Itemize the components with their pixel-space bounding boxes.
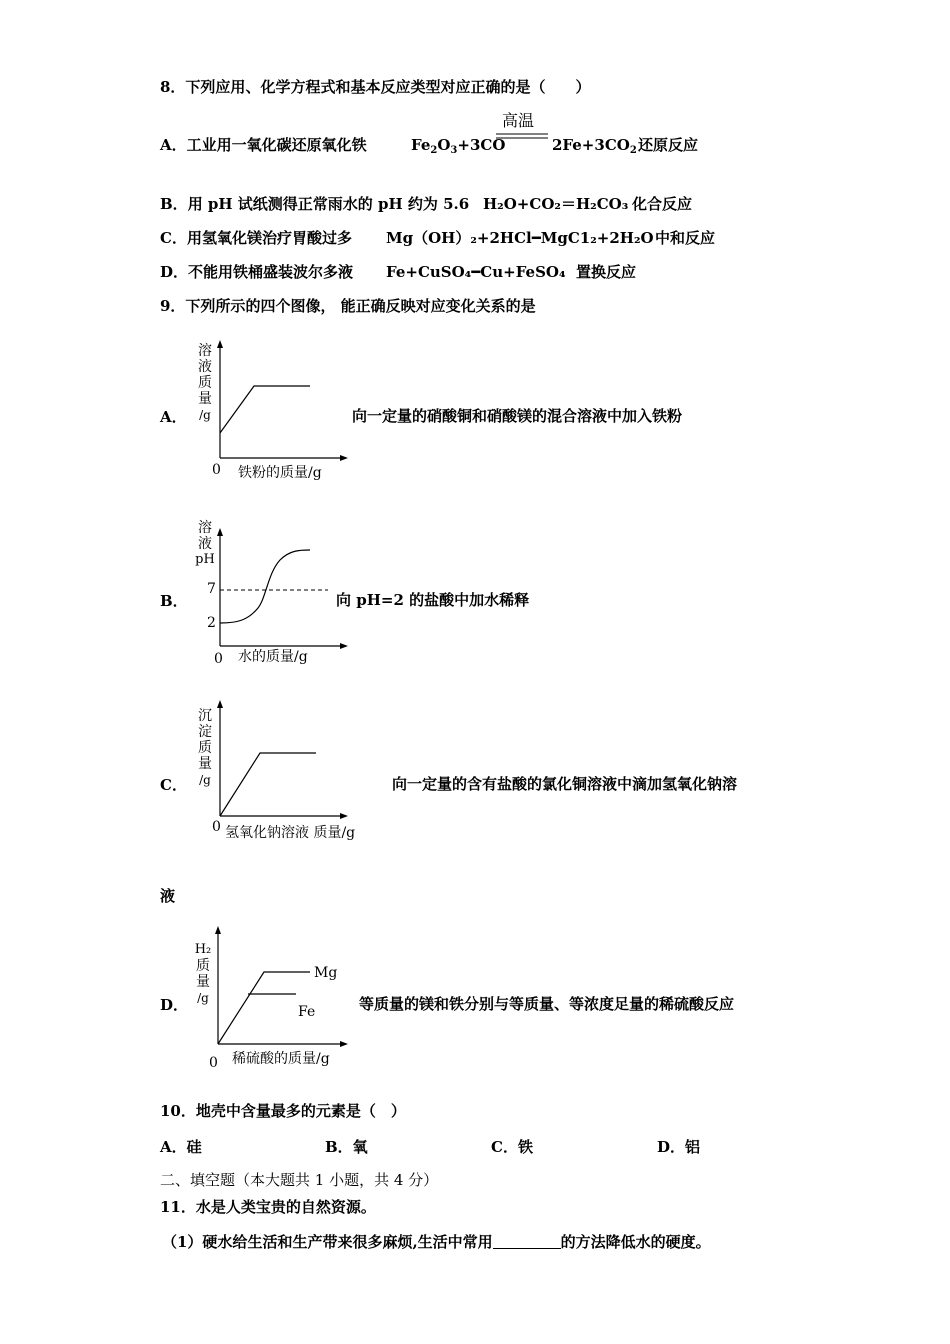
q9-c-ylabel: 沉 淀 质 量 /g (198, 708, 212, 787)
q8-a-equals-sign (496, 132, 548, 140)
q9-b-tick7: 7 (207, 581, 216, 597)
q9-d-xlabel: 稀硫酸的质量/g (232, 1051, 330, 1067)
q9-a-origin: 0 (212, 462, 221, 478)
q9-stem: 9．下列所示的四个图像， 能正确反映对应变化关系的是 (160, 297, 536, 315)
q9-b-desc: 向 pH=2 的盐酸中加水稀释 (336, 591, 530, 609)
q8-c-equation: Mg（OH）₂+2HCl━MgC1₂+2H₂O (386, 229, 654, 247)
q9-b-label: B． (160, 592, 188, 610)
q9-d-mg-curve (218, 972, 310, 1044)
q9-c-origin: 0 (212, 819, 221, 835)
q9-d-y-arrow (215, 926, 221, 934)
q8-stem: 8．下列应用、化学方程式和基本反应类型对应正确的是（ ） (160, 78, 591, 96)
q8-b-equation: H₂O+CO₂＝H₂CO₃ (483, 195, 629, 213)
q8-a-equation-right: $2Fe+3CO_2$ (552, 136, 637, 156)
q9-a-ylabel: 溶 液 质 量 /g (198, 343, 212, 422)
q9-d-graph (208, 926, 350, 1050)
q8-option-a: A．工业用一氧化碳还原氧化铁 (160, 136, 367, 154)
q9-b-tick2: 2 (207, 615, 216, 631)
q11-stem: 11．水是人类宝贵的自然资源。 (160, 1198, 376, 1216)
q9-d-desc: 等质量的镁和铁分别与等质量、等浓度足量的稀硫酸反应 (359, 995, 735, 1013)
q8-d-type: 置换反应 (576, 263, 637, 281)
q9-b-curve (220, 550, 310, 623)
q9-a-xlabel: 铁粉的质量/g (238, 465, 322, 481)
q9-d-label: D． (160, 996, 189, 1014)
q9-b-graph (210, 528, 350, 652)
q8-a-type: 还原反应 (638, 136, 699, 154)
q9-a-graph (210, 340, 350, 465)
section2-heading: 二、填空题（本大题共 1 小题，共 4 分） (160, 1171, 439, 1189)
q9-a-curve (220, 386, 310, 433)
q9-c-x-arrow (340, 813, 348, 819)
q8-d-equation: Fe+CuSO₄━Cu+FeSO₄ (386, 263, 566, 281)
q8-c-type: 中和反应 (655, 229, 716, 247)
q8-a-condition: 高温 (502, 111, 535, 130)
q8-option-c: C．用氢氧化镁治疗胃酸过多 (160, 229, 352, 247)
q9-d-origin: 0 (209, 1055, 218, 1071)
q11-part1: （1）硬水给生活和生产带来很多麻烦,生活中常用 的方法降低水的硬度。 (162, 1233, 711, 1251)
q10-option-d: D．铝 (657, 1138, 701, 1156)
q9-d-x-arrow (340, 1041, 348, 1047)
q9-c-label: C． (160, 776, 187, 794)
q9-c-y-arrow (217, 700, 223, 708)
q10-stem: 10．地壳中含量最多的元素是（ ） (160, 1102, 406, 1120)
q10-option-c: C．铁 (491, 1138, 533, 1156)
q8-option-b: B．用 pH 试纸测得正常雨水的 pH 约为 5.6 (160, 195, 470, 213)
q9-c-desc-cont: 液 (160, 887, 176, 905)
q8-option-d: D．不能用铁桶盛装波尔多液 (160, 263, 354, 281)
q8-a-equation-left: $Fe_2O_3+3CO$ (411, 136, 506, 156)
q9-d-series-mg: Mg (314, 965, 338, 981)
q9-a-label: A． (160, 408, 187, 426)
q9-a-y-arrow (217, 340, 223, 348)
q9-a-x-arrow (340, 455, 348, 461)
q9-b-xlabel: 水的质量/g (238, 649, 308, 665)
q9-b-origin: 0 (214, 651, 223, 667)
q9-b-x-arrow (340, 643, 348, 649)
q9-c-xlabel: 氢氧化钠溶液 质量/g (225, 825, 356, 841)
q10-option-a: A．硅 (160, 1138, 202, 1156)
q9-c-curve (220, 753, 316, 816)
q10-option-b: B．氧 (325, 1138, 368, 1156)
q9-d-series-fe: Fe (298, 1004, 316, 1020)
q9-a-desc: 向一定量的硝酸铜和硝酸镁的混合溶液中加入铁粉 (352, 407, 683, 425)
q9-d-ylabel: H₂ 质 量 /g (194, 942, 212, 1005)
q9-b-ylabel: 溶 液 pH (195, 520, 215, 567)
q11-blank[interactable] (493, 1234, 561, 1249)
q9-c-graph (210, 700, 350, 822)
q9-c-desc: 向一定量的含有盐酸的氯化铜溶液中滴加氢氧化钠溶 (392, 775, 738, 793)
q9-b-y-arrow (217, 528, 223, 536)
q8-b-type: 化合反应 (632, 195, 693, 213)
